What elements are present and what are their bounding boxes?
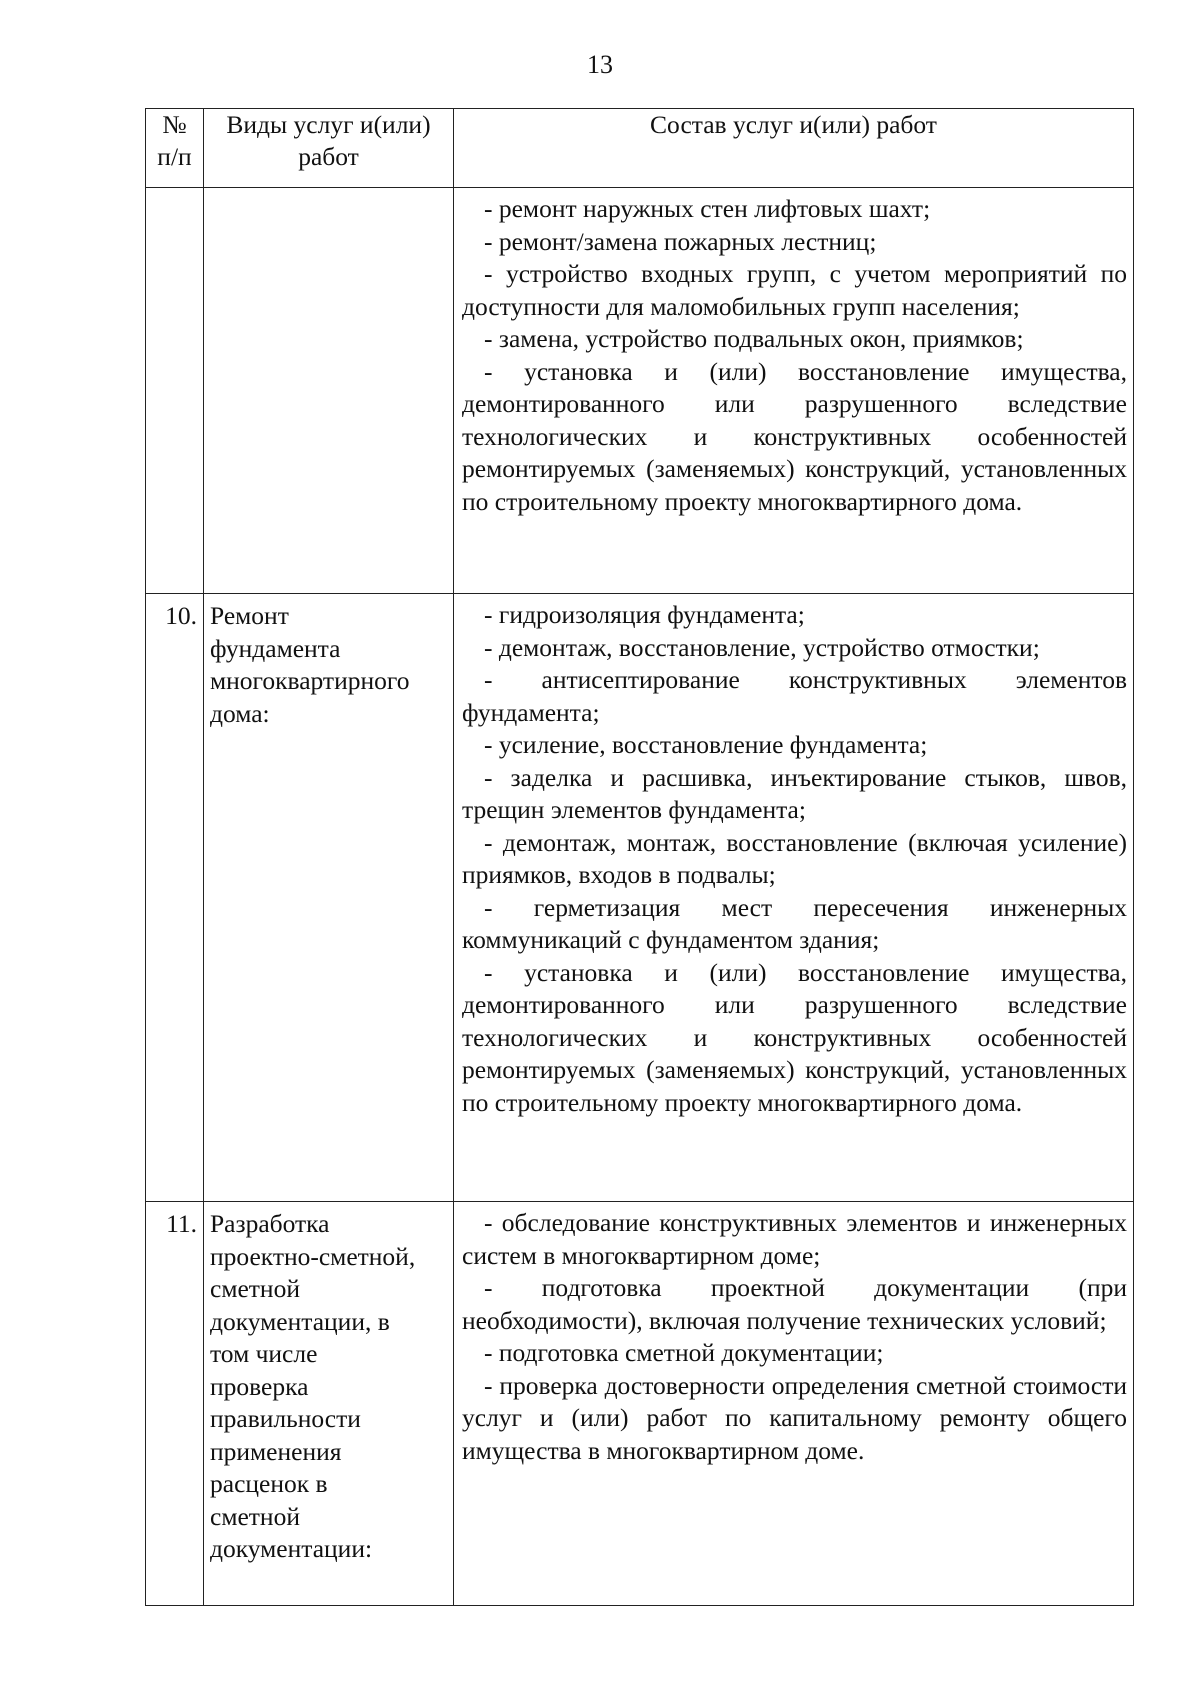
row-number: 11. bbox=[146, 1202, 204, 1606]
row-items bbox=[454, 188, 1134, 594]
row-number: 10. bbox=[146, 594, 204, 1202]
list-item: - антисептирование конструктивных элементов фундамента; bbox=[462, 665, 1127, 727]
list-item: - гидроизоляция фундамента; bbox=[484, 600, 805, 629]
row-kind-line: сметной bbox=[210, 1501, 300, 1531]
header-composition: Состав услуг и(или) работ bbox=[454, 109, 1134, 188]
list-item: - обследование конструктивных элементов и инженерных систем в многоквартирном доме; bbox=[462, 1208, 1127, 1270]
page-number: 13 bbox=[587, 50, 613, 79]
header-number-line: п/п bbox=[157, 142, 192, 171]
row-kind bbox=[204, 594, 454, 1202]
services-table bbox=[145, 108, 1134, 1606]
list-item: - проверка достоверности определения сметной стоимости услуг и (или) работ по капитальному ремонту общего имущества в многоквартирном доме. bbox=[462, 1370, 1127, 1465]
header-kinds-line: работ bbox=[298, 142, 359, 171]
list-item: - установка и (или) восстановление имущества, демонтированного или разрушенного вследствие технологических и конструктивных особенностей ремонтируемых (заменяемых) конструкций, установленных по строительному проекту многоквартирного дома. bbox=[462, 356, 1127, 516]
row-items bbox=[454, 594, 1134, 1202]
row-kind-line: документации: bbox=[210, 1534, 373, 1563]
table-row bbox=[146, 1202, 1134, 1606]
row-items bbox=[454, 1202, 1134, 1606]
header-kinds-line: Виды услуг и(или) bbox=[226, 110, 431, 139]
list-item: - установка и (или) восстановление имущества, демонтированного или разрушенного вследствие технологических и конструктивных особенностей ремонтируемых (заменяемых) конструкций, установленных по строительному проекту многоквартирного дома. bbox=[462, 957, 1127, 1117]
list-item: - подготовка сметной документации; bbox=[484, 1338, 884, 1367]
row-kind-line: правильности bbox=[210, 1404, 361, 1433]
row-kind-line: сметной bbox=[210, 1274, 300, 1303]
row-kind-line: фундамента bbox=[210, 633, 341, 663]
row-kind-line: многоквартирного bbox=[210, 666, 410, 695]
row-kind-line: дома: bbox=[210, 698, 270, 728]
row-kind-line: проверка bbox=[210, 1371, 309, 1401]
table-header-row bbox=[146, 109, 1134, 188]
list-item: - ремонт наружных стен лифтовых шахт; bbox=[484, 194, 931, 223]
row-kind bbox=[204, 188, 454, 594]
row-kind-line: расценок в bbox=[210, 1469, 328, 1498]
row-kind-line: Ремонт bbox=[210, 601, 289, 630]
list-item: - демонтаж, монтаж, восстановление (включая усиление) приямков, входов в подвалы; bbox=[462, 827, 1127, 889]
row-kind-line: проектно-сметной, bbox=[210, 1241, 416, 1271]
header-number-line: № bbox=[162, 110, 187, 139]
row-kind-line: том числе bbox=[210, 1339, 318, 1368]
list-item: - замена, устройство подвальных окон, приямков; bbox=[484, 324, 1024, 353]
row-kind-line: документации, в bbox=[210, 1306, 390, 1336]
header-kinds bbox=[204, 109, 454, 188]
row-kind-line: Разработка bbox=[210, 1209, 330, 1238]
header-number bbox=[146, 109, 204, 188]
row-kind-line: применения bbox=[210, 1436, 342, 1466]
list-item: - подготовка проектной документации (при необходимости), включая получение технических условий; bbox=[462, 1273, 1127, 1335]
list-item: - демонтаж, восстановление, устройство отмостки; bbox=[484, 632, 1040, 662]
row-kind bbox=[204, 1202, 454, 1606]
table-row bbox=[146, 594, 1134, 1202]
list-item: - устройство входных групп, с учетом мероприятий по доступности для маломобильных групп населения; bbox=[462, 259, 1127, 321]
list-item: - ремонт/замена пожарных лестниц; bbox=[484, 226, 877, 256]
table-row bbox=[146, 188, 1134, 594]
row-number bbox=[146, 188, 204, 594]
list-item: - усиление, восстановление фундамента; bbox=[484, 730, 928, 759]
list-item: - заделка и расшивка, инъектирование стыков, швов, трещин элементов фундамента; bbox=[462, 762, 1127, 824]
list-item: - герметизация мест пересечения инженерных коммуникаций с фундаментом здания; bbox=[462, 892, 1127, 954]
